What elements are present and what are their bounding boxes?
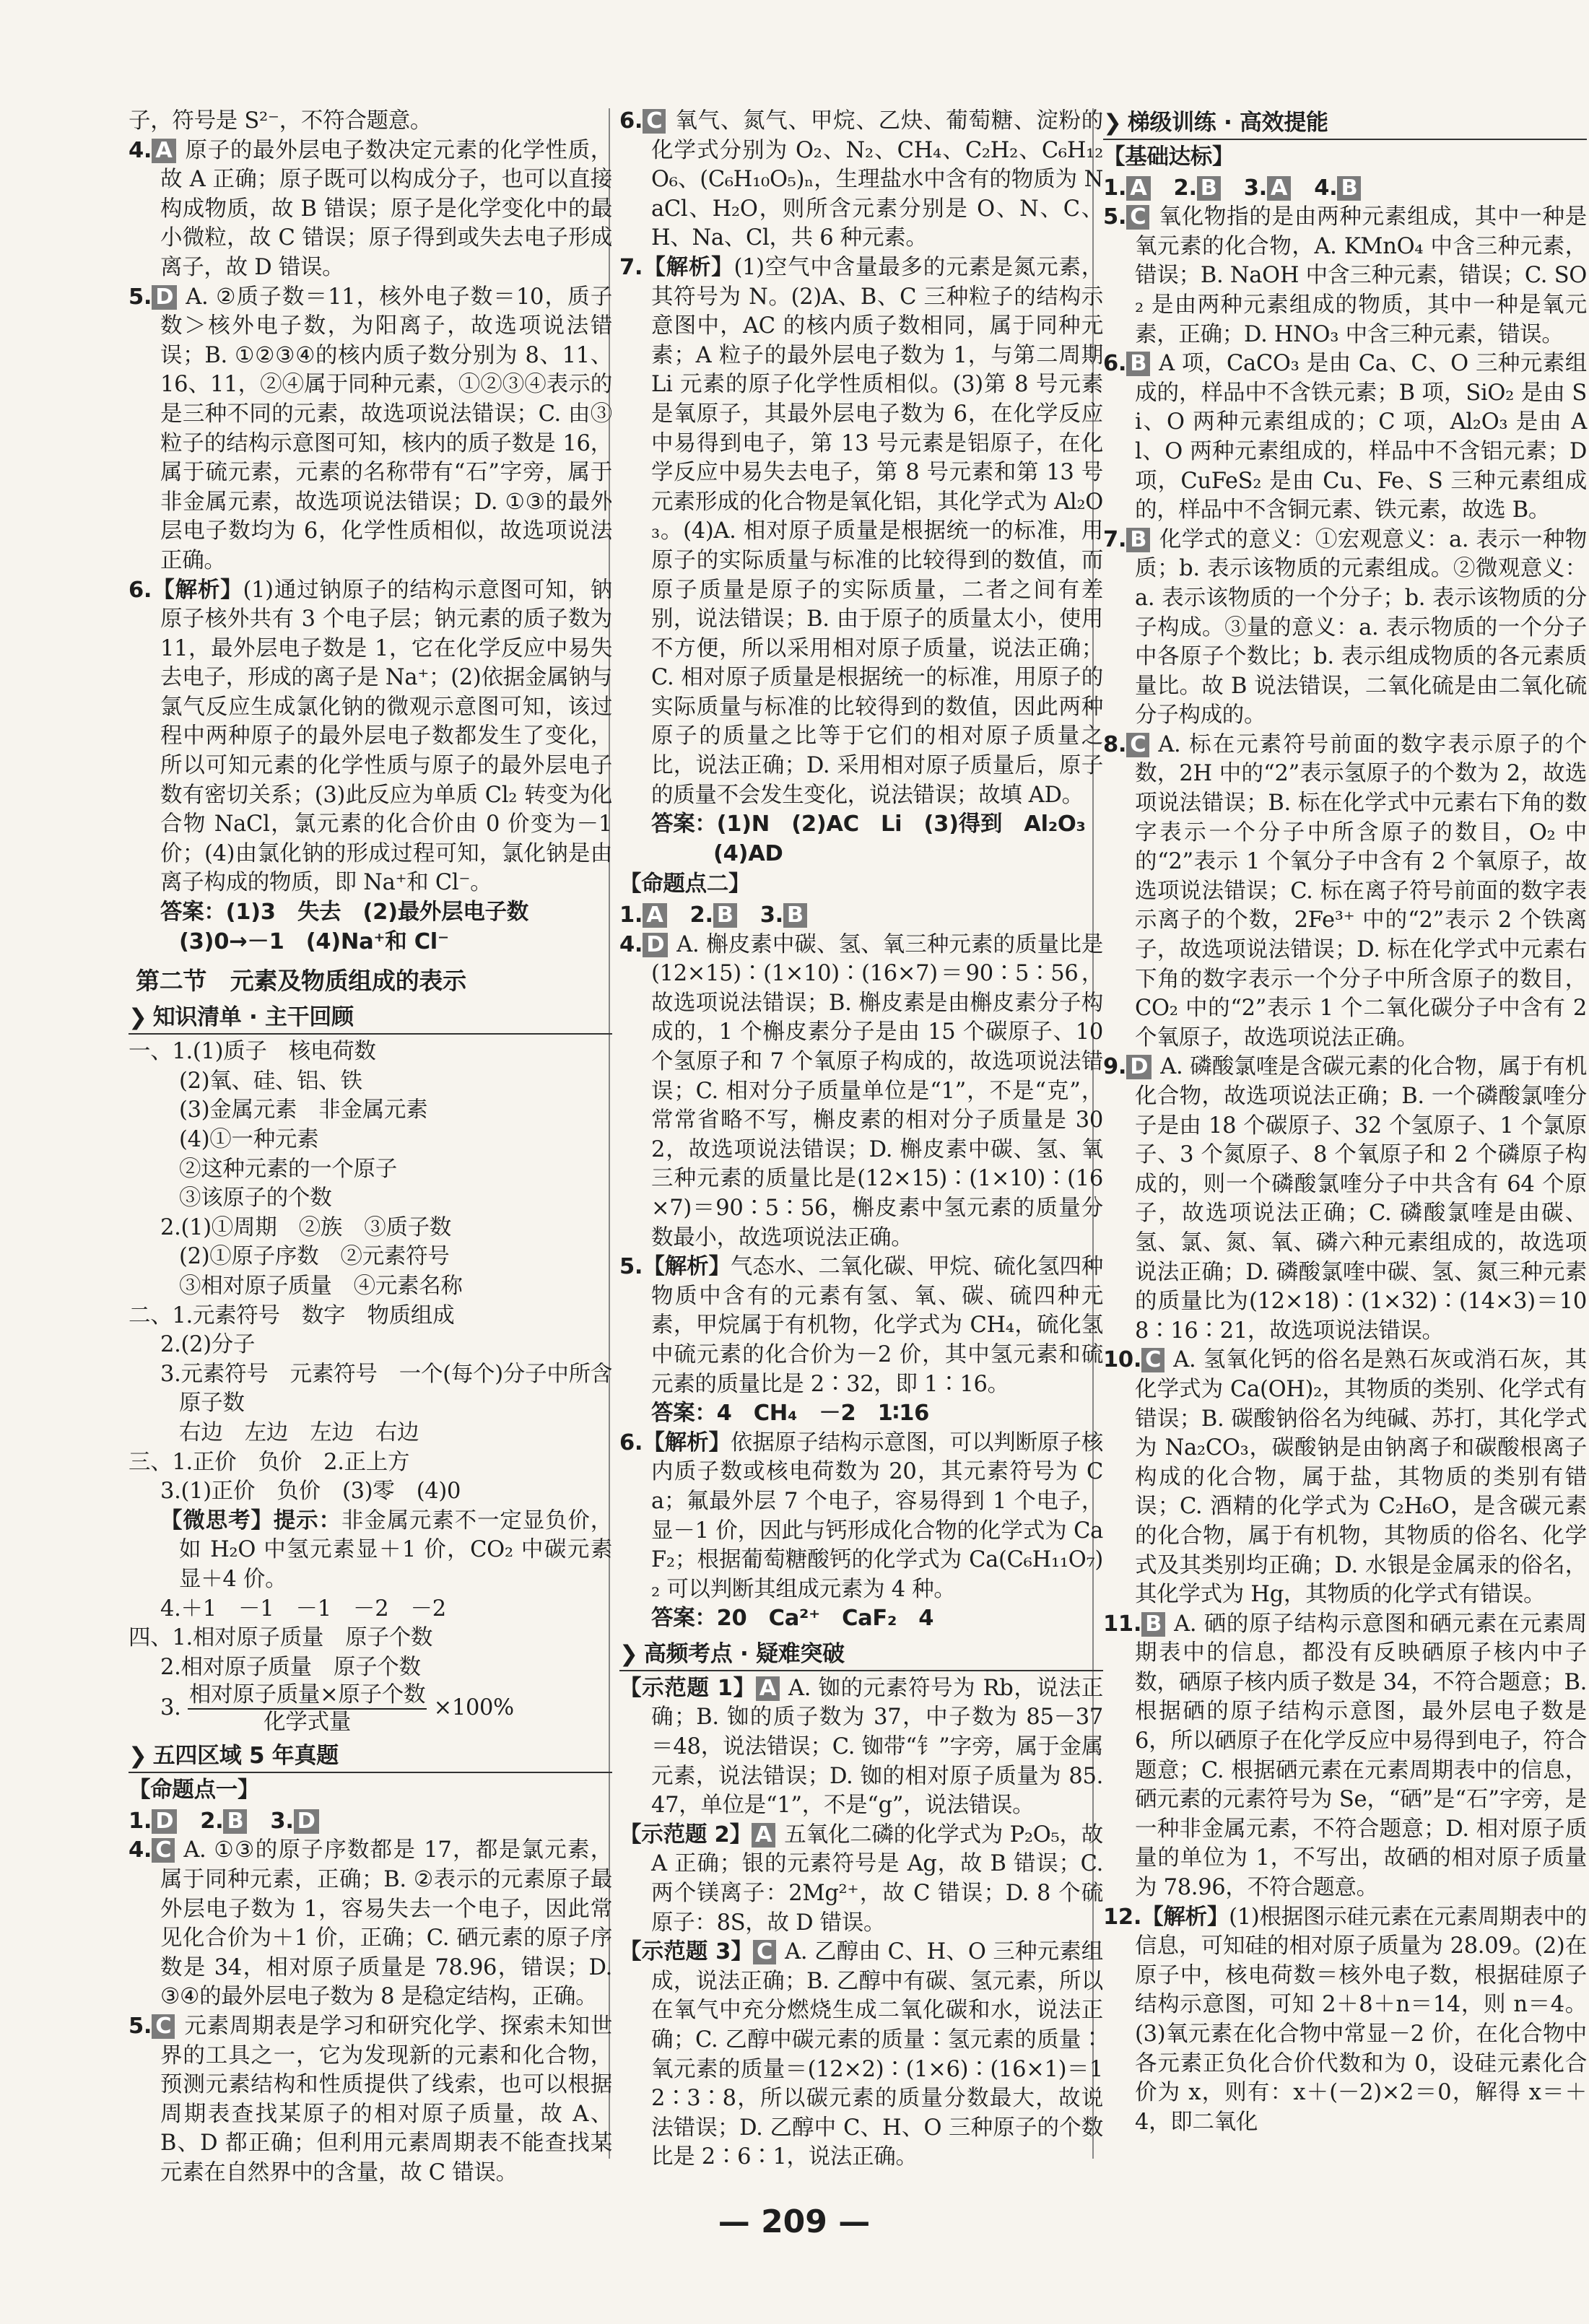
knowledge-line: 二、1.元素符号 数字 物质组成 (129, 1302, 455, 1328)
page-number: — 209 — (718, 2203, 871, 2240)
knowledge-line: ③相对原子质量 ④元素名称 (179, 1273, 463, 1299)
quick-answer (270, 1807, 327, 1837)
answer-letter-badge: C (753, 1940, 776, 1964)
answer-letter-badge: D (152, 1809, 177, 1834)
fraction-denominator: 化学式量 (264, 1710, 351, 1736)
answer-item (619, 253, 1103, 810)
answer-explanation: A. 乙醇由 C、H、O 三种元素组成，说法正确；B. 乙醇中有碳、氢元素，所以在氧气中充分燃烧生成二氧化碳和水，说法正确；C. 乙醇中碳元素的质量∶氢元素的质量∶氧元素的质量＝(12×2)∶(1×6)∶(16×1)＝12∶3∶8，所以碳元素的质量分数最大，故说法错误；D. 乙醇中 C、H、O 三种原子的个数比是 2∶6∶1，说法正确。 (651, 1939, 1103, 2170)
micro-think-text: 非金属元素不一定显负价，如 H₂O 中氢元素显＋1 价，CO₂ 中碳元素显＋4 价。 (179, 1507, 612, 1592)
answer-letter-badge: B (1337, 176, 1361, 201)
answer-item (619, 1674, 1103, 1821)
answer-list (129, 136, 612, 898)
answer-item (619, 107, 1103, 253)
knowledge-line: (2)氧、硅、铝、铁 (179, 1068, 362, 1094)
quick-answer (619, 901, 676, 931)
question-number: 3. (759, 902, 783, 928)
knowledge-line: 四、1.相对原子质量 原子个数 (129, 1625, 433, 1651)
answer-item (1103, 731, 1587, 1053)
question-number: 4. (129, 1837, 152, 1863)
question-number: 2. (200, 1808, 224, 1834)
answer-item (619, 107, 1103, 253)
quick-answer (200, 1807, 256, 1837)
analysis-label: 【解析】 (643, 1429, 731, 1455)
answer-letter-badge: B (1197, 176, 1221, 201)
answer-letter-badge: C (643, 109, 666, 134)
band-header-five: ❯ 五四区域 5 年真题 (129, 1740, 612, 1773)
answer-explanation: 元素周期表是学习和研究化学、探索未知世界的工具之一，它为发现新的元素和化合物，预测元素结构和性质提供了线索，也可以根据周期表查找某原子的相对原子质量，故 A、B、D 都正确；但利用元素周期表不能查找某元素在自然界中的含量，故 C 错误。 (160, 2014, 612, 2185)
knowledge-line: (4)①一种元素 (179, 1127, 319, 1152)
question-number: 8. (1103, 731, 1127, 757)
answer-letter-badge: C (1126, 205, 1149, 230)
answer-letter-badge: C (152, 2014, 175, 2039)
answer-explanation: A. 标在元素符号前面的数字表示原子的个数，2H 中的“2”表示氢原子的个数为 2，故选项说法错误；B. 标在化学式中元素右下角的数字表示一个分子中所含原子的数目，O₂ 中的“2”表示 1 个氧分子中含有 2 个氧原子，故选项说法错误；C. 标在离子符号前面的数字表示离子的个数，2Fe³⁺ 中的“2”表示 2 个铁离子，故选项说法错误；D. 标在化学式中元素右下角的数字表示一个分子中所含原子的数目，CO₂ 中的“2”表示 1 个二氧化碳分子中含有 2 个氧原子，故选项说法正确。 (1135, 731, 1587, 1050)
answer-item (129, 1836, 612, 2012)
band-header-tier: ❯ 梯级训练 · 高效提能 (1103, 107, 1587, 140)
question-number: 9. (1103, 1054, 1127, 1080)
quick-answer (1103, 174, 1159, 204)
answer-item (129, 283, 612, 576)
knowledge-line: 右边 左边 左边 右边 (179, 1419, 419, 1445)
answer-explanation: A. 硒的原子结构示意图和硒元素在元素周期表中的信息，都没有反映硒原子核内中子数，硒原子核内质子数是 34，不符合题意；B. 根据硒的原子结构示意图，最外层电子数是 6，所以硒原子在化学反应中易得到电子，符合题意；C. 根据硒元素在元素周期表中的信息，硒元素的元素符号为 Se，“硒”是“石”字旁，是一种非金属元素，不符合题意；D. 相对原子质量的单位为 1，不写出，故硒的相对原子质量为 78.96，不符合题意。 (1135, 1611, 1587, 1901)
formula-suffix: ×100% (433, 1695, 514, 1721)
question-number: 12. (1103, 1904, 1142, 1930)
answer-item (129, 136, 612, 283)
answer-letter-badge: B (1126, 352, 1150, 376)
answer-item (619, 1429, 1103, 1605)
answer-item (619, 931, 1103, 1253)
answer-letter-badge: A (1126, 176, 1150, 201)
middle-column (619, 107, 1104, 2170)
answer-explanation: A. 氢氧化钙的俗名是熟石灰或消石灰，其化学式为 Ca(OH)₂，其物质的类别、化学式有错误；B. 碳酸钠俗名为纯碱、苏打，其化学式为 Na₂CO₃，碳酸钠是由钠离子和碳酸根离子构成的化合物，属于盐，其物质的类别有错误；C. 酒精的化学式为 C₂H₆O，是含碳元素的化合物，属于有机物，其物质的俗名、化学式及其类别均正确；D. 水银是金属汞的俗名，其化学式为 Hg，其物质的化学式有错误。 (1135, 1347, 1587, 1608)
answer-letter-badge: C (1141, 1348, 1164, 1372)
quick-answer (690, 901, 746, 931)
quick-answer (760, 901, 816, 931)
answer-line: 答案：(1)N (2)AC Li (3)得到 Al₂O₃ (651, 811, 1086, 837)
knowledge-line: 一、1.(1)质子 核电荷数 (129, 1039, 376, 1065)
answer-letter-badge: D (643, 933, 668, 957)
question-number: 1. (619, 902, 643, 928)
answer-item (619, 1253, 1103, 1399)
question-number: 2. (689, 902, 713, 928)
knowledge-line: 2.相对原子质量 原子个数 (160, 1654, 421, 1680)
band-header-highfreq: ❯ 高频考点 · 疑难突破 (619, 1638, 1103, 1671)
answer-letter-badge: D (152, 285, 177, 310)
answer-explanation: A 项，CaCO₃ 是由 Ca、C、O 三种元素组成的，样品中不含铁元素；B 项，SiO₂ 是由 Si、O 两种元素组成的；C 项，Al₂O₃ 是由 Al、O 两种元素组成的，样品中不含铝元素；D 项，CuFeS₂ 是由 Cu、Fe、S 三种元素组成的，样品中不含铜元素、铁元素，故选 B。 (1135, 351, 1587, 523)
answer-list (1103, 203, 1587, 2137)
answer-item (1103, 203, 1587, 349)
question-number: 4. (619, 931, 643, 957)
answer-item (619, 1938, 1103, 2172)
question-number: 10. (1103, 1347, 1142, 1373)
chevron-right-icon: ❯ (619, 1640, 638, 1667)
question-number: 5. (129, 2014, 152, 2040)
question-number: 1. (129, 1808, 152, 1834)
example-list (619, 1674, 1103, 2172)
left-column (129, 107, 612, 2185)
topic-tag: 【命题点二】 (619, 871, 751, 897)
answer-explanation: 依据原子结构示意图，可以判断原子核内质子数或核电荷数为 20，其元素符号为 Ca；氟最外层 7 个电子，容易得到 1 个电子，显－1 价，因此与钙形成化合物的化学式为 CaF₂；根据葡萄糖酸钙的化学式为 Ca(C₆H₁₁O₇)₂ 可以判断其组成元素为 4 种。 (651, 1429, 1103, 1602)
answer-line: 答案：4 CH₄ －2 1∶16 (651, 1401, 930, 1427)
question-number: 1. (1103, 175, 1127, 201)
answer-explanation: 氧气、氮气、甲烷、乙炔、葡萄糖、淀粉的化学式分别为 O₂、N₂、CH₄、C₂H₂、C₆H₁₂O₆、(C₆H₁₀O₅)ₙ，生理盐水中含有的物质为 NaCl、H₂O，则所含元素分别是 O、N、C、H、Na、Cl，共 6 种元素。 (651, 108, 1103, 251)
answer-letter-badge: A (752, 1823, 775, 1848)
chevron-right-icon: ❯ (1103, 110, 1122, 136)
answer-letter-badge: A (152, 139, 175, 163)
knowledge-line: (3)金属元素 非金属元素 (179, 1097, 428, 1123)
analysis-label: 【解析】 (643, 1254, 731, 1280)
answer-line: (4)AD (713, 840, 783, 866)
answer-letter-badge: A (1267, 176, 1291, 201)
answer-item (619, 1429, 1103, 1605)
text-line: 子，符号是 S²⁻，不符合题意。 (129, 108, 432, 134)
question-number: 3. (1243, 175, 1267, 201)
quick-answers (129, 1807, 612, 1837)
answer-explanation: A. 磷酸氯喹是含碳元素的化合物，属于有机化合物，故选项说法正确；B. 一个磷酸氯喹分子是由 18 个碳原子、32 个氢原子、1 个氯原子、3 个氮原子、8 个氧原子和 2 个磷原子构成的，则一个磷酸氯喹分子中共含有 64 个原子，故选项说法正确；C. 磷酸氯喹是由碳、氢、氯、氮、氧、磷六种元素组成的，故选项说法正确；D. 磷酸氯喹中碳、氢、氮三种元素的质量比为(12×18)∶(1×32)∶(14×3)＝108∶16∶21，故选项说法错误。 (1135, 1054, 1587, 1344)
answer-letter-badge: A (643, 903, 666, 928)
answer-explanation: A. ①③的原子序数都是 17，都是氯元素，属于同种元素，正确；B. ②表示的元素原子最外层电子数为 1，容易失去一个电子，因此常见化合价为＋1 价，正确；C. 硒元素的原子序数是 34，相对原子质量是 78.96，错误；D. ③④的最外层电子数为 8 是稳定结构，正确。 (160, 1837, 612, 2010)
answer-explanation: (1)根据图示硅元素在元素周期表中的信息，可知硅的相对原子质量为 28.09。(2)在原子中，核电荷数＝核外电子数，根据硅原子结构示意图，可知 2＋8＋n＝14，则 n＝4。(3)氧元素在化合物中常显－2 价，在化合物中各元素正负化合价代数和为 0，设硅元素化合价为 x，则有：x＋(－2)×2＝0，解得 x＝＋4，即二氧化 (1135, 1904, 1587, 2135)
section-title: 第二节 元素及物质组成的表示 (136, 967, 466, 996)
question-number: 4. (1314, 175, 1338, 201)
question-number: 6. (619, 1429, 643, 1455)
answer-letter-badge: D (1126, 1055, 1152, 1079)
quick-answers (1103, 174, 1587, 204)
answer-explanation: A. 铷的元素符号为 Rb，说法正确；B. 铷的质子数为 37，中子数为 85－37＝48，说法错误；C. 铷带“钅”字旁，属于金属元素，说法错误；D. 铷的相对原子质量为 85.47，单位是“1”，不是“g”，说法错误。 (651, 1675, 1103, 1819)
answer-item (619, 253, 1103, 810)
answer-letter-badge: B (1126, 528, 1150, 552)
topic-tag: 【命题点一】 (129, 1777, 260, 1803)
quick-answer (1244, 174, 1300, 204)
micro-think (129, 1507, 612, 1595)
answer-item (1103, 1903, 1587, 2138)
answer-letter-badge: C (1126, 733, 1149, 757)
topic-tag: 【基础达标】 (1103, 144, 1235, 170)
answer-item (619, 931, 1103, 1253)
question-number: 【示范题 3】 (619, 1939, 754, 1965)
answer-explanation: 气态水、二氧化碳、甲烷、硫化氢四种物质中含有的元素有氢、氧、碳、硫四种元素，甲烷属于有机物，化学式为 CH₄，硫化氢中硫元素的化合价为－2 价，其中氢元素和硫元素的质量比是 2∶32，即 1∶16。 (651, 1254, 1103, 1397)
answer-item (619, 1253, 1103, 1399)
answer-item (129, 576, 612, 899)
answer-item (129, 2012, 612, 2188)
knowledge-line: ③该原子的个数 (179, 1185, 332, 1211)
question-number: 5. (619, 1254, 643, 1280)
quick-answer (1174, 174, 1229, 204)
answer-item (1103, 1610, 1587, 1903)
question-number: 2. (1173, 175, 1197, 201)
analysis-label: 【解析】 (643, 254, 734, 280)
quick-answer (129, 1807, 186, 1837)
answer-letter-badge: B (783, 903, 807, 928)
analysis-label: 【解析】 (152, 577, 243, 603)
question-number: 6. (1103, 351, 1127, 377)
answer-letter-badge: B (1141, 1612, 1165, 1637)
quick-answers (619, 901, 1103, 931)
question-number: 5. (1103, 204, 1127, 230)
chevron-right-icon: ❯ (129, 1004, 147, 1031)
micro-think-label: 【微思考】提示： (160, 1507, 341, 1533)
band-header-knowledge: ❯ 知识清单 · 主干回顾 (129, 1001, 612, 1035)
right-column (1103, 107, 1587, 2150)
answer-line: 答案：(1)3 失去 (2)最外层电子数 (160, 900, 528, 926)
answer-line: 答案：20 Ca²⁺ CaF₂ 4 (651, 1606, 934, 1632)
answer-item (1103, 349, 1587, 526)
knowledge-line: 3.(1)正价 负价 (3)零 (4)0 (160, 1479, 461, 1505)
answer-letter-badge: A (756, 1676, 780, 1701)
question-number: 11. (1103, 1611, 1142, 1637)
answer-explanation: 五氧化二磷的化学式为 P₂O₅，故 A 正确；银的元素符号是 Ag，故 B 错误；C. 两个镁离子：2Mg²⁺，故 C 错误；D. 8 个硫原子：8S，故 D 错误。 (651, 1822, 1104, 1936)
mass-fraction-formula (188, 1682, 427, 1736)
analysis-label: 【解析】 (1141, 1904, 1229, 1930)
question-number: 4. (129, 137, 152, 163)
question-number: 7. (619, 254, 643, 280)
knowledge-line: 三、1.正价 负价 2.正上方 (129, 1449, 410, 1475)
formula-prefix: 3. (160, 1695, 181, 1721)
answer-explanation: (1)空气中含量最多的元素是氮元素，其符号为 N。(2)A、B、C 三种粒子的结构示意图中，AC 的核内质子数相同，属于同种元素；A 粒子的最外层电子数为 1，与第二周期 Li 元素的原子化学性质相似。(3)第 8 号元素是氧原子，其最外层电子数为 6，在化学反应中易得到电子，第 13 号元素是铝原子，在化学反应中易失去电子，第 8 号元素和第 13 号元素形成的化合物是氧化铝，其化学式为 Al₂O₃。(4)A. 相对原子质量是根据统一的标准，用原子的实际质量与标准的比较得到的数值，而原子质量是原子的实际质量，二者之间有差别，说法错误；B. 由于原子的质量太小，使用不方便，所以采用相对原子质量，说法正确；C. 相对原子质量是根据统一的标准，用原子的实际质量与标准的比较得到的数值，因此两种原子的质量之比等于它们的相对原子质量之比，说法正确；D. 采用相对原子质量后，原子的质量不会发生变化，说法错误；故填 AD。 (651, 254, 1103, 808)
question-number: 7. (1103, 526, 1127, 552)
answer-explanation: A. 槲皮素中碳、氢、氧三种元素的质量比是(12×15)∶(1×10)∶(16×7)＝90∶5∶56，故选项说法错误；B. 槲皮素是由槲皮素分子构成的，1 个槲皮素分子是由 15 个碳原子、10 个氢原子和 7 个氧原子构成的，故选项说法错误；C. 相对分子质量单位是“1”，不是“克”，常常省略不写，槲皮素的相对分子质量是 302，故选项说法错误；D. 槲皮素中碳、氢、氧三种元素的质量比是(12×15)∶(1×10)∶(16×7)＝90∶5∶56，槲皮素中氢元素的质量分数最小，故选项说法正确。 (651, 931, 1103, 1250)
question-number: 6. (129, 577, 152, 603)
question-number: 6. (619, 108, 643, 134)
question-number: 3. (270, 1808, 294, 1834)
question-number: 【示范题 1】 (619, 1675, 756, 1701)
answer-explanation: 化学式的意义：①宏观意义：a. 表示一种物质；b. 表示该物质的元素组成。②微观意义：a. 表示该物质的一个分子；b. 表示该物质的分子构成。③量的意义：a. 表示物质的一个分子中各原子个数比；b. 表示组成物质的各元素质量比。故 B 说法错误，二氧化硫是由二氧化硫分子构成的。 (1135, 526, 1587, 728)
answer-letter-badge: C (152, 1838, 175, 1863)
answer-explanation: 氧化物指的是由两种元素组成，其中一种是氧元素的化合物，A. KMnO₄ 中含三种元素，错误；B. NaOH 中含三种元素，错误；C. SO₂ 是由两种元素组成的物质，其中一种是氧元素，正确；D. HNO₃ 中含三种元素，错误。 (1135, 204, 1587, 347)
answer-item (1103, 1346, 1587, 1609)
answer-list (129, 1836, 612, 2188)
chevron-right-icon: ❯ (129, 1743, 147, 1770)
answer-item (1103, 1053, 1587, 1346)
formula-line (129, 1682, 612, 1736)
knowledge-line: 4.＋1 －1 －1 －2 －2 (160, 1596, 446, 1622)
answer-letter-badge: D (294, 1809, 319, 1834)
question-number: 5. (129, 284, 152, 310)
knowledge-line: ②这种元素的一个原子 (179, 1156, 397, 1182)
question-number: 【示范题 2】 (619, 1822, 752, 1848)
quick-answer (1314, 174, 1370, 204)
knowledge-line: 3.元素符号 元素符号 一个(每个)分子中所含原子数 (160, 1361, 612, 1416)
fraction-numerator: 相对原子质量×原子个数 (188, 1682, 427, 1710)
answer-line: (3)0→－1 (4)Na⁺和 Cl⁻ (179, 928, 449, 954)
answer-explanation: (1)通过钠原子的结构示意图可知，钠原子核外共有 3 个电子层；钠元素的质子数为 11，最外层电子数是 1，它在化学反应中易失去电子，形成的离子是 Na⁺；(2)依据金属钠与氯气反应生成氯化钠的微观示意图可知，该过程中两种原子的最外层电子数都发生了变化，所以可知元素的化学性质与原子的最外层电子数有密切关系；(3)此反应为单质 Cl₂ 转变为化合物 NaCl，氯元素的化合价由 0 价变为－1 价；(4)由氯化钠的形成过程可知，氯化钠是由离子构成的物质，即 Na⁺和 Cl⁻。 (160, 577, 612, 896)
knowledge-line: 2.(2)分子 (160, 1332, 256, 1358)
answer-item (619, 1821, 1103, 1938)
answer-item (1103, 526, 1587, 731)
answer-letter-badge: B (223, 1809, 247, 1834)
knowledge-line: (2)①原子序数 ②元素符号 (179, 1244, 450, 1270)
answer-letter-badge: B (713, 903, 737, 928)
answer-explanation: A. ②质子数＝11，核外电子数＝10，质子数＞核外电子数，为阳离子，故选项说法错误；B. ①②③④的核内质子数分别为 8、11、16、11，②④属于同种元素，①②③④表示的是三种不同的元素，故选项说法错误；C. 由③粒子的结构示意图可知，核内的质子数是 16，属于硫元素，元素的名称带有“石”字旁，属于非金属元素，故选项说法错误；D. ①③的最外层电子数均为 6，化学性质相似，故选项说法正确。 (160, 284, 612, 573)
answer-explanation: 原子的最外层电子数决定元素的化学性质，故 A 正确；原子既可以构成分子，也可以直接构成物质，故 B 错误；原子是化学变化中的最小微粒，故 C 错误；原子得到或失去电子形成离子，故 D 错误。 (160, 137, 612, 280)
knowledge-line: 2.(1)①周期 ②族 ③质子数 (160, 1214, 452, 1240)
